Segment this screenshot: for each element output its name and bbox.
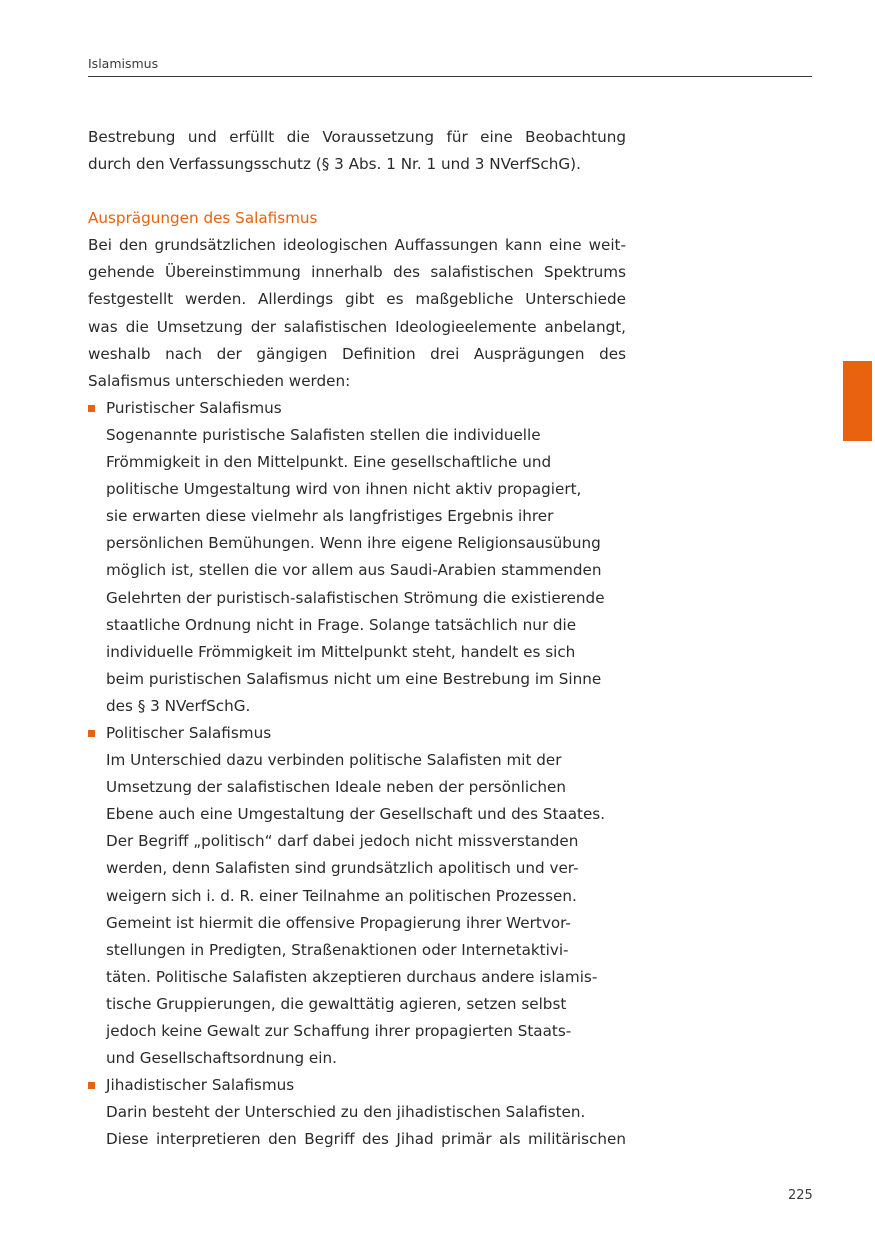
bullet-square-icon — [88, 730, 95, 737]
text-line: Umsetzung der salafistischen Ideale neben der persönlichen — [106, 778, 567, 797]
text-line: jedoch keine Gewalt zur Schaffung ihrer propagierten Staats- — [106, 1022, 572, 1040]
text-line: individuelle Frömmigkeit im Mittelpunkt steht, handelt es sich — [106, 642, 576, 661]
text-line: weigern sich i. d. R. einer Teilnahme an politischen Prozessen. — [106, 886, 577, 905]
text-line: möglich ist, stellen die vor allem aus Saudi-Arabien stammenden — [106, 561, 602, 580]
bullet-item-jihadist — [88, 1072, 626, 1153]
text-line: festgestellt werden. Allerdings gibt es maßgebliche Unterschiede — [88, 290, 626, 309]
bullet-title: Jihadistischer Salafismus — [106, 1076, 295, 1095]
text-line: Ebene auch eine Umgestaltung der Gesellschaft und des Staates. — [106, 805, 606, 824]
section-paragraph — [88, 232, 626, 395]
text-line: täten. Politische Salafisten akzeptieren durchaus andere islamis- — [106, 967, 598, 986]
bullet-item-puristic — [88, 395, 626, 720]
intro-paragraph — [88, 124, 626, 178]
text-line: persönlichen Bemühungen. Wenn ihre eigene Religionsausübung — [106, 534, 601, 553]
text-line: des § 3 NVerfSchG. — [106, 696, 251, 715]
text-line: sie erwarten diese vielmehr als langfristiges Ergebnis ihrer — [106, 507, 554, 526]
text-line: politische Umgestaltung wird von ihnen nicht aktiv propagiert, — [106, 480, 582, 499]
running-header — [88, 56, 812, 77]
text-line: Bei den grundsätzlichen ideologischen Auffassungen kann eine weit- — [88, 236, 626, 255]
text-line: Gelehrten der puristisch-salafistischen Strömung die existierende — [106, 588, 605, 607]
page-body — [88, 124, 626, 1153]
text-line: Frömmigkeit in den Mittelpunkt. Eine gesellschaftliche und — [106, 453, 552, 472]
text-line: Diese interpretieren den Begriff des Jihad primär als militärischen — [106, 1130, 626, 1149]
text-line: Sogenannte puristische Salafisten stellen die individuelle — [106, 425, 541, 444]
bullet-item-political — [88, 720, 626, 1072]
text-line: weshalb nach der gängigen Definition drei Ausprägungen des — [88, 344, 626, 363]
text-line: durch den Verfassungsschutz (§ 3 Abs. 1 Nr. 1 und 3 NVerfSchG). — [88, 155, 581, 174]
bullet-square-icon — [88, 405, 95, 412]
text-line: Bestrebung und erfüllt die Voraussetzung für eine Beobachtung — [88, 128, 626, 146]
bullet-square-icon — [88, 1082, 95, 1089]
bullet-title: Puristischer Salafismus — [106, 398, 282, 417]
text-line: gehende Übereinstimmung innerhalb des salafistischen Spektrums — [88, 263, 626, 282]
section-marker-tab — [843, 361, 872, 441]
section-heading: Ausprägungen des Salafismus — [88, 209, 318, 228]
text-line: Der Begriff „politisch“ darf dabei jedoch nicht missverstanden — [106, 832, 579, 851]
text-line: was die Umsetzung der salafistischen Ideologieelemente anbelangt, — [88, 317, 626, 336]
text-line: Darin besteht der Unterschied zu den jihadistischen Salafisten. — [106, 1103, 586, 1122]
running-title: Islamismus — [88, 56, 159, 71]
bullet-title: Politischer Salafismus — [106, 723, 272, 742]
page-number: 225 — [788, 1188, 813, 1203]
text-line: stellungen in Predigten, Straßenaktionen oder Internetaktivi- — [106, 940, 569, 959]
text-line: Salafismus unterschieden werden: — [88, 371, 351, 390]
text-line: werden, denn Salafisten sind grundsätzlich apolitisch und ver- — [106, 859, 579, 878]
text-line: staatliche Ordnung nicht in Frage. Solange tatsächlich nur die — [106, 615, 577, 634]
text-line: Gemeint ist hiermit die offensive Propagierung ihrer Wertvor- — [106, 913, 571, 932]
text-line: Im Unterschied dazu verbinden politische Salafisten mit der — [106, 751, 562, 770]
text-line: tische Gruppierungen, die gewalttätig agieren, setzen selbst — [106, 994, 567, 1013]
text-line: und Gesellschaftsordnung ein. — [106, 1049, 337, 1068]
text-line: beim puristischen Salafismus nicht um eine Bestrebung im Sinne — [106, 669, 602, 688]
